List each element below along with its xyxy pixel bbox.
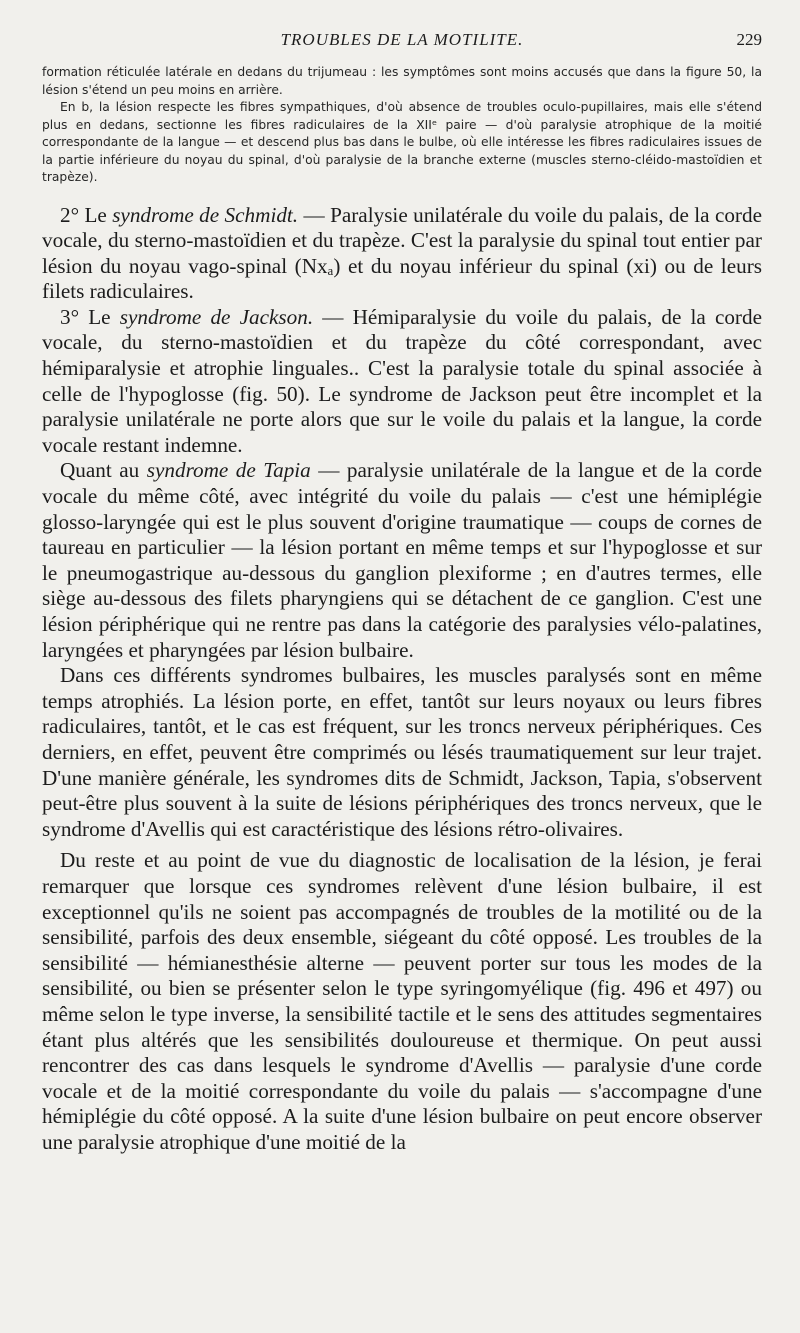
running-title: TROUBLES DE LA MOTILITE. [280, 30, 524, 49]
paragraph-text: — Paralysie unilatérale du voile du palais, de la corde vocale, du sterno-mastoïdien et du trapèze. C'est la paralysie du spinal tout entier par lésion du noyau vago-spinal (Nxₐ) et du noyau inférieur du spinal (xi) ou de leurs filets radiculaires. [42, 202, 762, 304]
item-number: 2° Le [60, 202, 113, 227]
paragraph-lead: Quant au [60, 458, 147, 483]
paragraph-diagnosis: Du reste et au point de vue du diagnostic de localisation de la lésion, je ferai remarquer que lorsque ces syndromes relèvent d'une lésion bulbaire, il est exceptionnel qu'ils ne soient pas accompagnés de troubles de la motilité ou de la sensibilité, parfois des deux ensemble, siégeant du côté opposé. Les troubles de la sensibilité — hémianesthésie alterne — peuvent porter sur tous les modes de la sensibilité, ou bien se présenter selon le type syringomyélique (fig. 496 et 497) ou même selon le type inverse, la sensibilité tactile et le sens des attitudes segmentaires étant plus altérés que les sensibilités douloureuse et thermique. On peut aussi rencontrer des cas dans lesquels le syndrome d'Avellis — paralysie d'une corde vocale et de la moitié correspondante du voile du palais — s'accompagne d'une hémiplégie du côté opposé. A la suite d'une lésion bulbaire on peut encore observer une paralysie atrophique d'une moitié de la [42, 848, 762, 1154]
paragraph-text: — Hémiparalysie du voile du palais, de la corde vocale, du sterno-mastoïdien et du trapèze du côté correspondant, avec hémiparalysie et atrophie linguales.. C'est la paralysie totale du spinal associée à celle de l'hypoglosse (fig. 50). Le syndrome de Jackson peut être incomplet et la paralysie unilatérale ne porte alors que sur le voile du palais et la langue, la corde vocale restant indemne. [42, 304, 762, 457]
page-number: 229 [736, 30, 762, 49]
paragraph-text: — paralysie unilatérale de la langue et de la corde vocale du même côté, avec intégrité du voile du palais — c'est une hémiplégie glosso-laryngée qui est le plus souvent d'origine traumatique — coups de cornes de taureau en particulier — la lésion portant en même temps et sur l'hypoglosse et sur le pneumogastrique au-dessous du ganglion plexiforme ; en d'autres termes, elle siège au-dessous des filets pharyngiens qui se détachent de ce ganglion. C'est une lésion périphérique qui ne rentre pas dans la catégorie des paralysies vélo-palatines, laryngées et pharyngées par lésion bulbaire. [42, 458, 762, 662]
paragraph-bulbar-syndromes: Dans ces différents syndromes bulbaires, les muscles paralysés sont en même temps atrophiés. La lésion porte, en effet, tantôt sur leurs noyaux ou leurs fibres radiculaires, tantôt, et le cas est fréquent, sur les troncs nerveux périphériques. Ces derniers, en effet, peuvent être comprimés ou lésés traumatiquement sur leur trajet. D'une manière générale, les syndromes dits de Schmidt, Jackson, Tapia, s'observent peut-être plus souvent à la suite de lésions périphériques des troncs nerveux, que le syndrome d'Avellis qui est caractéristique des lésions rétro-olivaires. [42, 663, 762, 841]
paragraph-tapia [42, 458, 762, 663]
body-text [42, 203, 762, 1156]
item-number: 3° Le [60, 304, 120, 329]
figure-caption-note [42, 64, 762, 187]
paragraph-schmidt [42, 203, 762, 305]
paragraph-jackson [42, 305, 762, 459]
syndrome-term: syndrome de Jackson. [119, 304, 314, 329]
note-paragraph-1: formation réticulée latérale en dedans du trijumeau : les symptômes sont moins accusés que dans la figure 50, la lésion s'étend un peu moins en arrière. [42, 65, 762, 97]
syndrome-term: syndrome de Schmidt. [112, 202, 299, 227]
syndrome-term: syndrome de Tapia [146, 458, 311, 483]
running-header [42, 28, 762, 56]
note-paragraph-2: En b, la lésion respecte les fibres sympathiques, d'où absence de troubles oculo-pupillaires, mais elle s'étend plus en dedans, sectionne les fibres radiculaires de la XIIᵉ paire — d'où paralysie atrophique de la moitié correspondante de la langue — et descend plus bas dans le bulbe, où elle intéresse les fibres radiculaires issues de la partie inférieure du noyau du spinal, d'où paralysie de la branche externe (muscles sterno-cléido-mastoïdien et trapèze). [42, 100, 762, 184]
